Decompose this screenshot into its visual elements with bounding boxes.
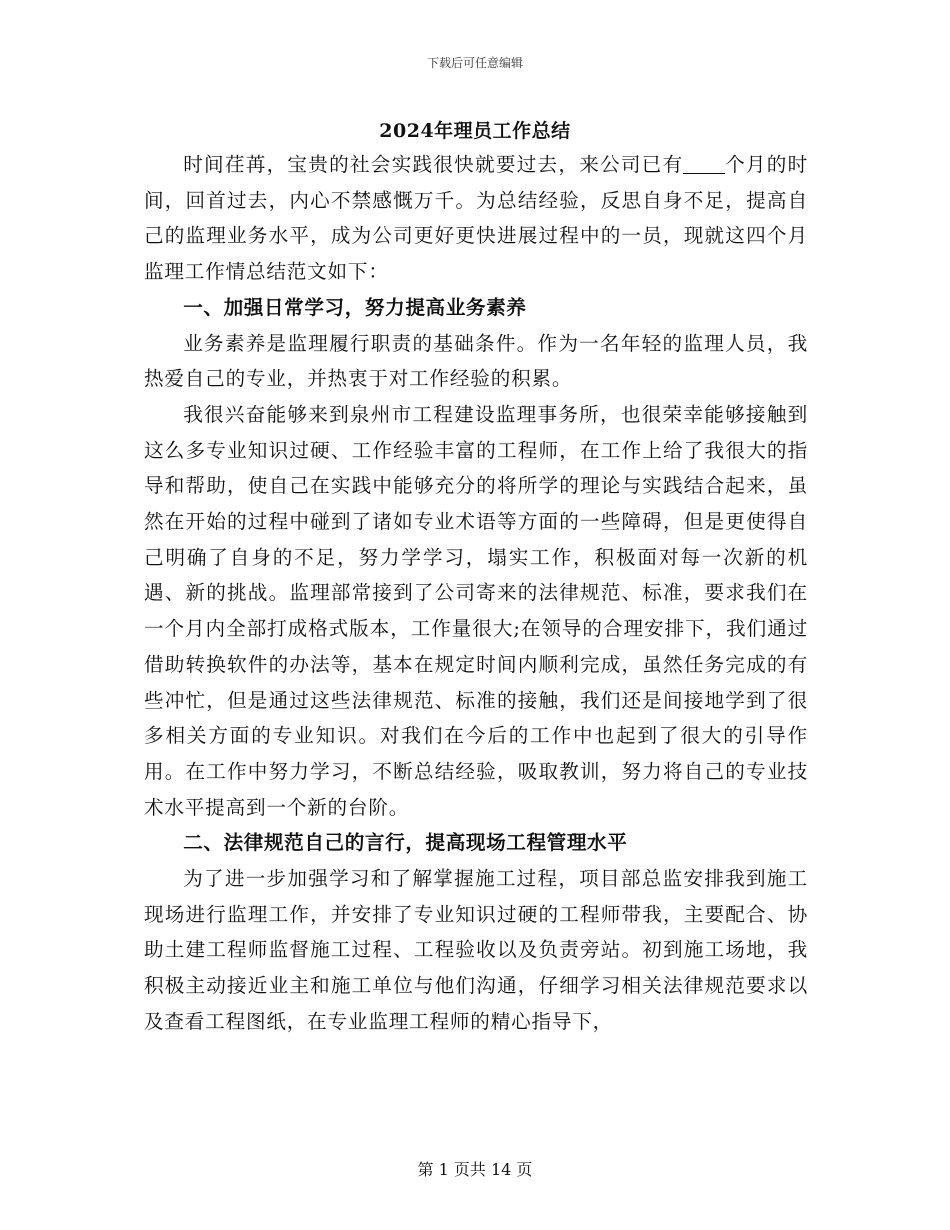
document-title: 2024年理员工作总结 (379, 120, 571, 142)
section-heading-1: 一、加强日常学习，努力提高业务素养 (183, 295, 527, 319)
header-note: 下载后可任意编辑 (426, 56, 523, 70)
blank-fill-line (683, 153, 724, 174)
intro-text-part1: 时间荏苒，宝贵的社会实践很快就要过去，来公司已有 (183, 153, 684, 176)
section2-paragraph-1: 为了进一步加强学习和了解掌握施工过程，项目部总监安排我到施工现场进行监理工作，并安排了专业知识过硬的工程师带我，主要配合、协助土建工程师监督施工过程、工程验收以及负责旁站。初到施工场地，我积极主动接近业主和施工单位与他们沟通，仔细学习相关法律规范要求以及查看工程图纸，在专业监理工程师的精心指导下， (144, 867, 808, 1033)
page-number: 第 1 页共 14 页 (417, 1160, 533, 1179)
document-body (144, 147, 808, 1040)
section1-paragraph-1: 业务素养是监理履行职责的基础条件。作为一名年轻的监理人员，我热爱自己的专业，并热衷于对工作经验的积累。 (144, 331, 808, 391)
section-heading-2: 二、法律规范自己的言行，提高现场工程管理水平 (183, 831, 628, 855)
intro-paragraph (144, 147, 808, 290)
section1-paragraph-2: 我很兴奋能够来到泉州市工程建设监理事务所，也很荣幸能够接触到这么多专业知识过硬、工作经验丰富的工程师，在工作上给了我很大的指导和帮助，使自己在实践中能够充分的将所学的理论与实践结合起来，虽然在开始的过程中碰到了诸如专业术语等方面的一些障碍，但是更使得自己明确了自身的不足，努力学学习，塌实工作，积极面对每一次新的机遇、新的挑战。监理部常接到了公司寄来的法律规范、标准，要求我们在一个月内全部打成格式版本，工作量很大;在领导的合理安排下，我们通过借助转换软件的办法等，基本在规定时间内顺利完成，虽然任务完成的有些冲忙，但是通过这些法律规范、标准的接触，我们还是间接地学到了很多相关方面的专业知识。对我们在今后的工作中也起到了很大的引导作用。在工作中努力学习，不断总结经验，吸取教训，努力将自己的专业技术水平提高到一个新的台阶。 (144, 402, 808, 819)
intro-text-part2: 个月的时间，回首过去，内心不禁感慨万千。为总结经验，反思自身不足，提高自己的监理业务水平，成为公司更好更快进展过程中的一员，现就这四个月监理工作情总结范文如下： (144, 153, 809, 284)
